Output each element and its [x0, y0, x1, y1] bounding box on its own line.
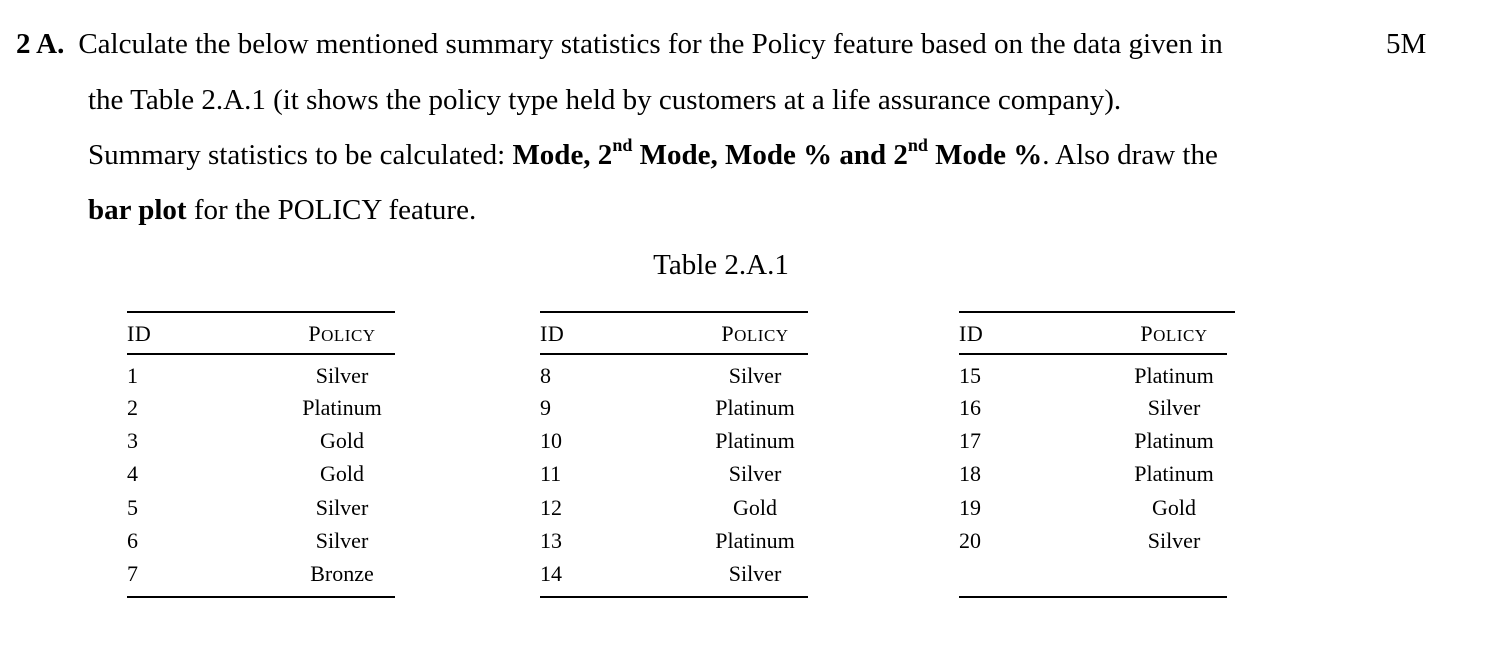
- stats-list: [512, 135, 1043, 171]
- header-rule: [959, 353, 1227, 355]
- stat-mid: Mode, Mode % and 2: [632, 139, 908, 171]
- row-id: 3: [127, 428, 138, 453]
- top-rule: [959, 311, 1235, 313]
- row-policy: Silver: [1147, 528, 1201, 553]
- row-id: 7: [127, 561, 138, 586]
- row-id: 6: [127, 528, 138, 553]
- bottom-rule: [540, 596, 808, 598]
- header-rule: [540, 353, 808, 355]
- row-policy: Silver: [315, 528, 369, 553]
- table-group-2: [540, 311, 808, 601]
- row-policy: Silver: [728, 363, 782, 388]
- row-policy: Platinum: [302, 395, 382, 420]
- row-id: 13: [540, 528, 562, 553]
- row-id: 19: [959, 495, 981, 520]
- policy-header: POLICY: [1140, 321, 1208, 346]
- policy-header: POLICY: [308, 321, 376, 346]
- superscript-nd-1: nd: [612, 135, 633, 156]
- row-policy: Platinum: [1134, 461, 1214, 486]
- question-line-1: [16, 30, 1223, 59]
- superscript-nd-2: nd: [907, 135, 928, 156]
- row-policy: Gold: [1152, 495, 1196, 520]
- id-header: ID: [959, 321, 984, 346]
- table-caption: Table 2.A.1: [653, 249, 789, 281]
- row-id: 17: [959, 428, 981, 453]
- question-text-1: Calculate the below mentioned summary statistics for the Policy feature based on the data given in: [78, 28, 1223, 60]
- row-id: 4: [127, 461, 138, 486]
- row-policy: Platinum: [715, 428, 795, 453]
- stat-end: Mode %: [927, 139, 1043, 171]
- row-id: 20: [959, 528, 981, 553]
- row-id: 9: [540, 395, 551, 420]
- row-id: 18: [959, 461, 981, 486]
- policy-header: POLICY: [721, 321, 789, 346]
- row-id: 12: [540, 495, 562, 520]
- row-policy: Silver: [315, 363, 369, 388]
- row-policy: Platinum: [715, 528, 795, 553]
- row-id: 15: [959, 363, 981, 388]
- row-policy: Bronze: [310, 561, 374, 586]
- row-id: 2: [127, 395, 138, 420]
- table-group-3: [959, 311, 1227, 601]
- row-id: 10: [540, 428, 562, 453]
- row-policy: Gold: [320, 428, 364, 453]
- row-policy: Silver: [315, 495, 369, 520]
- stats-prefix: Summary statistics to be calculated:: [88, 139, 513, 171]
- row-policy: Platinum: [1134, 363, 1214, 388]
- question-text-4: for the POLICY feature.: [186, 194, 477, 226]
- question-line-4: [88, 196, 476, 225]
- row-policy: Platinum: [715, 395, 795, 420]
- header-rule: [127, 353, 395, 355]
- row-id: 14: [540, 561, 562, 586]
- row-policy: Platinum: [1134, 428, 1214, 453]
- stats-suffix: . Also draw the: [1042, 139, 1218, 171]
- row-id: 1: [127, 363, 138, 388]
- bar-plot-term: bar plot: [88, 194, 187, 226]
- row-id: 11: [540, 461, 562, 486]
- bottom-rule: [959, 596, 1227, 598]
- question-line-3: [88, 135, 1218, 171]
- id-header: ID: [540, 321, 565, 346]
- row-policy: Gold: [320, 461, 364, 486]
- row-id: 5: [127, 495, 138, 520]
- bottom-rule: [127, 596, 395, 598]
- row-policy: Gold: [733, 495, 777, 520]
- question-number: 2 A.: [16, 28, 65, 60]
- table-group-1: [127, 311, 395, 601]
- question-marks: 5M: [1386, 28, 1427, 60]
- row-id: 8: [540, 363, 551, 388]
- row-policy: Silver: [1147, 395, 1201, 420]
- row-policy: Silver: [728, 461, 782, 486]
- question-line-2: the Table 2.A.1 (it shows the policy type held by customers at a life assurance company).: [88, 84, 1122, 116]
- id-header: ID: [127, 321, 152, 346]
- top-rule: [540, 311, 808, 313]
- stat-mode: Mode, 2: [512, 139, 613, 171]
- row-policy: Silver: [728, 561, 782, 586]
- row-id: 16: [959, 395, 981, 420]
- top-rule: [127, 311, 395, 313]
